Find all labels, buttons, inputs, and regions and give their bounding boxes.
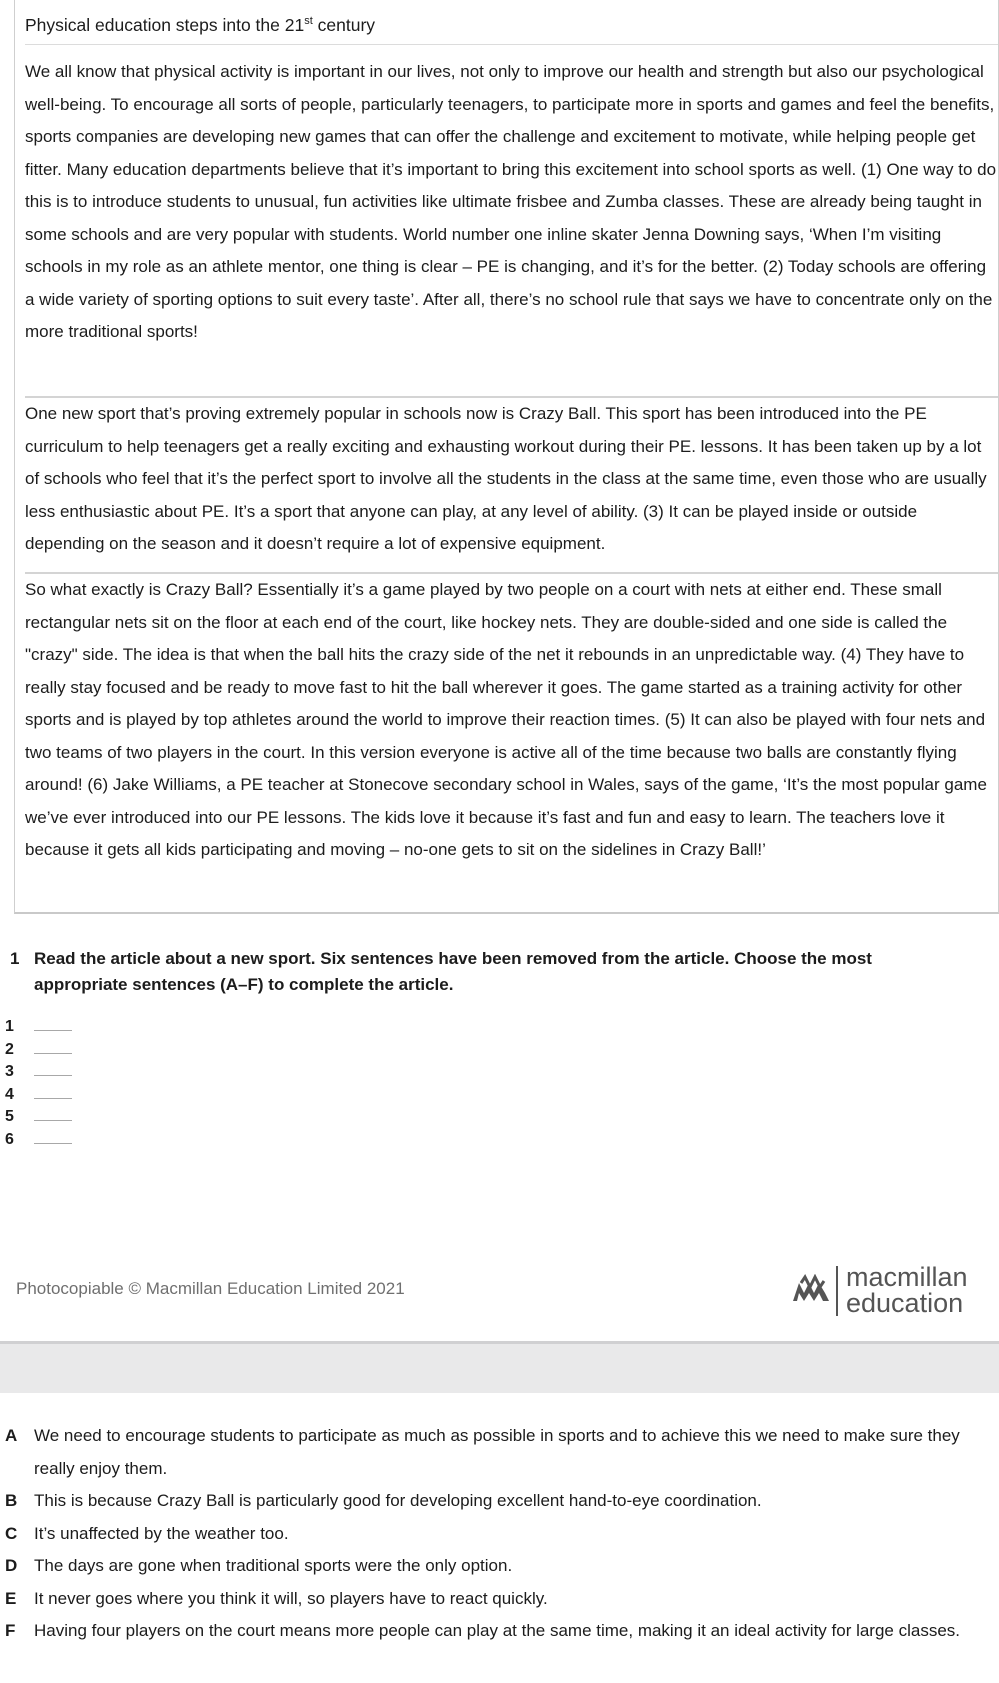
- option-text: We need to encourage students to participate as much as possible in sports and to achieve this we need to make sure they really enjoy them.: [34, 1426, 960, 1478]
- task-instruction: [10, 946, 970, 998]
- title-superscript: st: [304, 15, 313, 27]
- article-box: [14, 0, 999, 914]
- answer-number: 3: [5, 1063, 14, 1080]
- answer-blank[interactable]: [34, 1075, 72, 1076]
- option-text: Having four players on the court means more people can play at the same time, making it an ideal activity for large classes.: [34, 1621, 961, 1640]
- answer-blank[interactable]: [34, 1030, 72, 1031]
- logo-word-macmillan: macmillan: [846, 1262, 968, 1292]
- option-letter: A: [5, 1426, 18, 1445]
- answer-blank[interactable]: [34, 1053, 72, 1054]
- option-text: This is because Crazy Ball is particularly good for developing excellent hand-to-eye coordination.: [34, 1491, 762, 1510]
- option-item: [5, 1420, 990, 1485]
- option-item: [5, 1485, 990, 1518]
- answer-blank[interactable]: [34, 1098, 72, 1099]
- copyright-notice: Photocopiable © Macmillan Education Limited 2021: [16, 1279, 405, 1298]
- title-divider: [25, 44, 998, 45]
- answer-blank[interactable]: [34, 1120, 72, 1121]
- article-paragraph-1: We all know that physical activity is important in our lives, not only to improve our health and strength but also our psychological well-being. To encourage all sorts of people, particularly teenagers, to participate more in sports and games and feel the benefits, sports companies are developing new games that can offer the challenge and excitement to motivate, while helping people get fitter. Many education departments believe that it’s important to bring this excitement into school sports as well. (1) One way to do this is to introduce students to unusual, fun activities like ultimate frisbee and Zumba classes. These are already being taught in some schools and are very popular with students. World number one inline skater Jenna Downing says, ‘When I’m visiting schools in my role as an athlete mentor, one thing is clear – PE is changing, and it’s for the better. (2) Today schools are offering a wide variety of sporting options to suit every taste’. After all, there’s no school rule that says we have to concentrate only on the more traditional sports!: [25, 62, 997, 341]
- answer-number: 6: [5, 1130, 14, 1148]
- option-letter: D: [5, 1556, 18, 1575]
- task-instruction-text: Read the article about a new sport. Six sentences have been removed from the article. Choose the most appropriate sentences (A–F) to complete the article.: [34, 949, 872, 994]
- title-end: century: [312, 15, 376, 35]
- macmillan-logo: [792, 1262, 982, 1322]
- option-text: It’s unaffected by the weather too.: [34, 1523, 289, 1543]
- option-letter: C: [5, 1523, 18, 1543]
- option-item: [5, 1518, 990, 1551]
- answer-number: 4: [5, 1085, 14, 1103]
- page-break-band: [0, 1341, 999, 1393]
- option-letter: F: [5, 1621, 16, 1640]
- answer-blank[interactable]: [34, 1143, 72, 1144]
- answer-number: 2: [5, 1040, 14, 1058]
- article-paragraph-2: One new sport that’s proving extremely popular in schools now is Crazy Ball. This sport has been introduced into the PE curriculum to help teenagers get a really exciting and exhausting workout during their PE. lessons. It has been taken up by a lot of schools who feel that it’s the perfect sport to involve all the students in the class at the same time, even those who are usually less enthusiastic about PE. It’s a sport that anyone can play, at any level of ability. (3) It can be played inside or outside depending on the season and it doesn’t require a lot of expensive equipment.: [25, 396, 998, 561]
- answer-number: 1: [5, 1018, 14, 1035]
- option-text: It never goes where you think it will, so players have to react quickly.: [34, 1588, 548, 1608]
- option-item: [5, 1583, 990, 1616]
- option-item: [5, 1615, 990, 1648]
- option-letter: B: [5, 1491, 18, 1510]
- title-main: Physical education steps into the 21: [25, 15, 305, 35]
- answer-number: 5: [5, 1108, 14, 1125]
- option-item: [5, 1550, 990, 1583]
- task-number: 1: [10, 949, 20, 968]
- option-list: [5, 1420, 990, 1648]
- logo-divider: [836, 1266, 838, 1316]
- article-title: [25, 10, 998, 40]
- macmillan-logo-icon: [792, 1274, 830, 1304]
- option-letter: E: [5, 1588, 17, 1608]
- logo-word-education: education: [846, 1288, 964, 1318]
- article-paragraph-3: So what exactly is Crazy Ball? Essentially it’s a game played by two people on a court with nets at either end. These small rectangular nets sit on the floor at each end of the court, like hockey nets. They are double-sided and one side is called the "crazy" side. The idea is that when the ball hits the crazy side of the net it rebounds in an unpredictable way. (4) They have to really stay focused and be ready to move fast to hit the ball wherever it goes. The game started as a training activity for other sports and is played by top athletes around the world to improve their reaction times. (5) It can also be played with four nets and two teams of two players in the court. In this version everyone is active all of the time because two balls are constantly flying around! (6) Jake Williams, a PE teacher at Stonecove secondary school in Wales, says of the game, ‘It’s the most popular game we’ve ever introduced into our PE lessons. The kids love it because it’s fast and fun and easy to learn. The teachers love it because it gets all kids participating and moving – no-one gets to sit on the sidelines in Crazy Ball!’: [25, 572, 998, 867]
- option-text: The days are gone when traditional sports were the only option.: [34, 1556, 513, 1575]
